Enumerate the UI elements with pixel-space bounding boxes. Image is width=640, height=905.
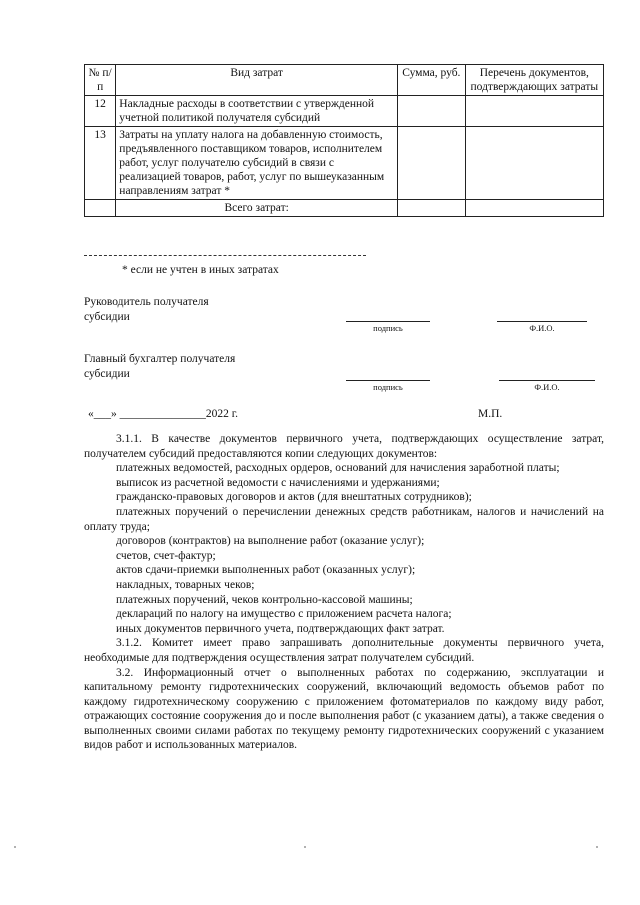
list-item: деклараций по налогу на имущество с приложением расчета налога; xyxy=(116,608,452,621)
list-item: платежных поручений о перечислении денежных средств работникам, налогов и начислений на оплату труда; xyxy=(84,505,604,533)
footnote-divider xyxy=(84,255,366,256)
row-number: 13 xyxy=(85,127,116,200)
head-signature-line xyxy=(346,321,430,322)
row-number: 12 xyxy=(85,96,116,127)
header-number: № п/п xyxy=(85,65,116,96)
row-documents xyxy=(465,96,603,127)
list-item: договоров (контрактов) на выполнение работ (оказание услуг); xyxy=(116,535,425,548)
list-item: выписок из расчетной ведомости с начислениями и удержаниями; xyxy=(116,476,440,489)
header-cost-type: Вид затрат xyxy=(116,65,398,96)
total-label: Всего затрат: xyxy=(116,200,398,217)
row-sum xyxy=(398,96,466,127)
head-label-line1: Руководитель получателя xyxy=(84,296,209,308)
paragraph-3-1-2: 3.1.2. Комитет имеет право запрашивать дополнительные документы первичного учета, необходимые для подтверждения осуществления затрат получателем субсидий. xyxy=(84,637,604,664)
list-item: платежных ведомостей, расходных ордеров, оснований для начисления заработной платы; xyxy=(116,462,560,475)
list-item: гражданско-правовых договоров и актов (для внештатных сотрудников); xyxy=(116,491,472,504)
accountant-signature-caption: подпись xyxy=(373,382,403,392)
table-total-row xyxy=(85,200,604,217)
list-item: счетов, счет-фактур; xyxy=(116,549,216,562)
paragraph-3-2: 3.2. Информационный отчет о выполненных работах по содержанию, эксплуатации и капитальному ремонту гидротехнических сооружений, включающий ведомость объемов работ по каждому гидротехническому сооружению с приложением фотоматериалов по каждому виду работ, отражающих состояние сооружения до и после выполнения работ (с указанием даты), а также сведения о выполненных своими силами работах по текущему ремонту гидротехнических сооружений с указанием видов работ и использованных материалов. xyxy=(84,666,604,752)
head-name-caption: Ф.И.О. xyxy=(529,323,555,333)
head-label xyxy=(84,295,209,325)
scan-artifact xyxy=(596,846,598,848)
accountant-name-caption: Ф.И.О. xyxy=(534,382,560,392)
body-text xyxy=(84,432,604,753)
accountant-signature-line xyxy=(346,380,430,381)
table-header-row xyxy=(85,65,604,96)
accountant-name-line xyxy=(499,380,595,381)
accountant-label-line1: Главный бухгалтер получателя xyxy=(84,353,236,365)
costs-table xyxy=(84,64,604,217)
paragraph-3-1-1: 3.1.1. В качестве документов первичного учета, подтверждающих осуществление затрат, получателем субсидий предоставляются копии следующих документов: xyxy=(84,433,604,460)
row-sum xyxy=(398,127,466,200)
list-item: актов сдачи-приемки выполненных работ (оказанных услуг); xyxy=(116,564,416,577)
row-cost-type: Затраты на уплату налога на добавленную стоимость, предъявленного поставщиком товаров, исполнителем работ, услуг получателю субсидий в связи с реализацией товаров, работ, услуг по вышеуказанным направлениям затрат * xyxy=(116,127,398,200)
total-empty-cell xyxy=(85,200,116,217)
header-documents: Перечень документов, подтверждающих затраты xyxy=(465,65,603,96)
table-row xyxy=(85,96,604,127)
stamp-place: М.П. xyxy=(478,408,503,420)
header-sum: Сумма, руб. xyxy=(398,65,466,96)
footnote: * если не учтен в иных затратах xyxy=(122,264,279,276)
scan-artifact xyxy=(304,846,306,848)
accountant-label xyxy=(84,352,235,382)
table-row xyxy=(85,127,604,200)
list-item: накладных, товарных чеков; xyxy=(116,578,255,591)
row-documents xyxy=(465,127,603,200)
list-item: иных документов первичного учета, подтверждающих факт затрат. xyxy=(116,622,445,635)
total-documents xyxy=(465,200,603,217)
head-name-line xyxy=(497,321,587,322)
accountant-label-line2: субсидии xyxy=(84,368,130,380)
row-cost-type: Накладные расходы в соответствии с утвержденной учетной политикой получателя субсидий xyxy=(116,96,398,127)
scan-artifact xyxy=(14,846,16,848)
total-sum xyxy=(398,200,466,217)
head-label-line2: субсидии xyxy=(84,311,130,323)
head-signature-caption: подпись xyxy=(373,323,403,333)
date-line: «___» _______________2022 г. xyxy=(88,408,239,420)
list-item: платежных поручений, чеков контрольно-кассовой машины; xyxy=(116,593,413,606)
